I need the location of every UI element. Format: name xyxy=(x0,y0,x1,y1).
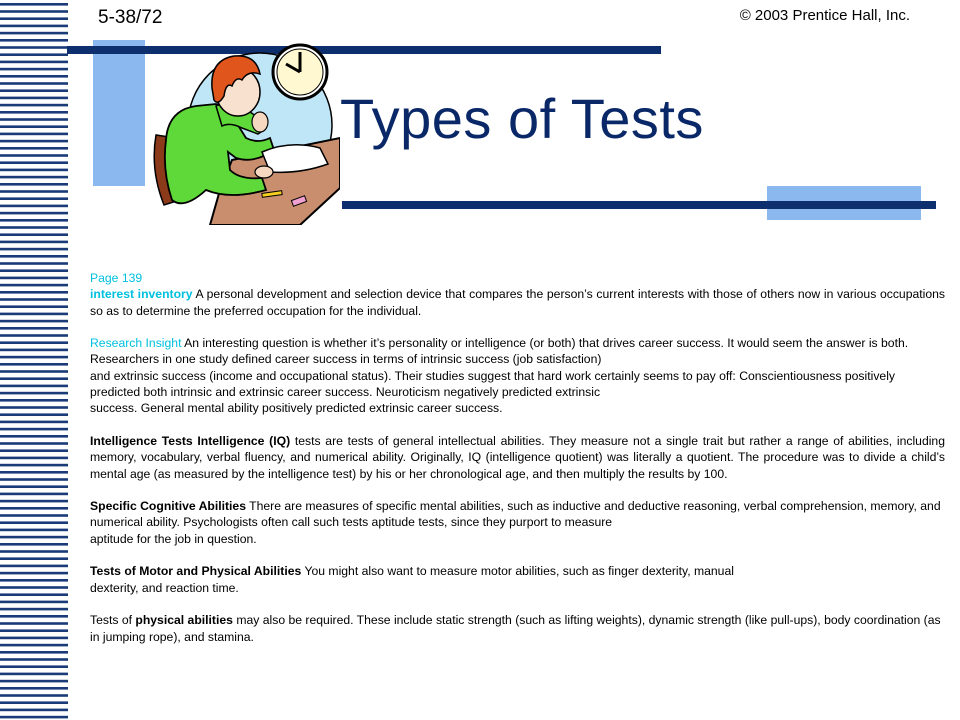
clock-icon xyxy=(273,45,327,99)
page-reference: Page 139 xyxy=(90,271,143,285)
stripe-line xyxy=(0,601,68,604)
stripe-line xyxy=(0,608,68,611)
stripe-line xyxy=(0,658,68,661)
stripe-line xyxy=(0,550,68,553)
research-text-3: success. General mental ability positively predicted extrinsic career success. xyxy=(90,401,503,416)
stripe-line xyxy=(0,392,68,395)
stripe-line xyxy=(0,284,68,287)
notes-paragraph-interest xyxy=(90,270,945,319)
stripe-line xyxy=(0,471,68,474)
stripe-line xyxy=(0,507,68,510)
stripe-line xyxy=(0,694,68,697)
physical-text: may also be required. These include static strength (such as lifting weights), dynamic strength (like pull-ups), body coordination (as in jumping rope), and stamina. xyxy=(90,613,941,644)
term-interest-inventory: interest inventory xyxy=(90,287,193,302)
stripe-line xyxy=(0,565,68,568)
stripe-line xyxy=(0,586,68,589)
stripe-line xyxy=(0,680,68,683)
cognitive-text-2: aptitude for the job in question. xyxy=(90,531,257,546)
term-specific-cognitive: Specific Cognitive Abilities xyxy=(90,499,246,514)
stripe-line xyxy=(0,521,68,524)
stripe-line xyxy=(0,500,68,503)
stripe-line xyxy=(0,377,68,380)
research-text-2: and extrinsic success (income and occupational status). Their studies suggest that hard work certainly seems to pay off: Conscientiousness positively predicted both intrinsic and extrinsic career success. Neuroticism negatively predicted extrinsic xyxy=(90,368,895,400)
stripe-line xyxy=(0,341,68,344)
stripe-line xyxy=(0,428,68,431)
stripe-line xyxy=(0,305,68,308)
stripe-line xyxy=(0,478,68,481)
stripe-line xyxy=(0,298,68,301)
stripe-line xyxy=(0,529,68,532)
stripe-line xyxy=(0,457,68,460)
stripe-line xyxy=(0,644,68,647)
stripe-line xyxy=(0,413,68,416)
stripe-line xyxy=(0,349,68,352)
research-text-1: An interesting question is whether it’s personality or intelligence (or both) that drives career success. It would seem the answer is both. Researchers in one study defined career success in terms of intrinsic success (job satisfaction) xyxy=(90,336,909,367)
stripe-line xyxy=(0,269,68,272)
stripe-line xyxy=(0,442,68,445)
stripe-line xyxy=(0,536,68,539)
stripe-line xyxy=(0,435,68,438)
intelligence-text: tests are tests of general intellectual abilities. They measure not a single trait but rather a range of abilities, including memory, vocabulary, verbal fluency, and numerical ability. Originally, IQ (intelligence quotient) was literally a quotient. The procedure was to divide a child’s mental age (as measured by the intelligence test) by his or her chronological age, and then multiply the results by 100. xyxy=(90,433,945,481)
stripe-line xyxy=(0,313,68,316)
copyright-notice: © 2003 Prentice Hall, Inc. xyxy=(739,7,910,24)
stripe-line xyxy=(0,709,68,712)
stripe-line xyxy=(0,651,68,654)
stripe-line xyxy=(0,370,68,373)
notes-paragraph-physical xyxy=(90,612,945,645)
stripe-line xyxy=(0,701,68,704)
interest-inventory-text: A personal development and selection device that compares the person’s current interests with those of others now in various occupations so as to determine the preferred occupation for the individual. xyxy=(90,287,945,318)
stripe-line xyxy=(0,464,68,467)
stripe-line xyxy=(0,543,68,546)
stripe-line xyxy=(0,406,68,409)
stripe-line xyxy=(0,622,68,625)
stripe-line xyxy=(0,514,68,517)
term-motor-physical: Tests of Motor and Physical Abilities xyxy=(90,564,302,579)
stripe-line xyxy=(0,687,68,690)
notes-paragraph-cognitive xyxy=(90,498,945,547)
bottom-dark-bar xyxy=(342,201,936,209)
stripe-line xyxy=(0,572,68,575)
term-intelligence-tests: Intelligence Tests Intelligence (IQ) xyxy=(90,433,291,448)
stripe-line xyxy=(0,485,68,488)
stripe-line xyxy=(0,665,68,668)
stripe-line xyxy=(0,449,68,452)
person-studying-clock-clipart xyxy=(150,40,340,225)
stripe-line xyxy=(0,399,68,402)
stripe-line xyxy=(0,673,68,676)
stripe-line xyxy=(0,421,68,424)
notes-paragraph-motor xyxy=(90,563,945,596)
physical-prefix: Tests of xyxy=(90,613,136,628)
cognitive-text-1: There are measures of specific mental abilities, such as inductive and deductive reasoning, verbal comprehension, memory, and numerical ability. Psychologists often call such tests aptitude tests, since they purport to measure xyxy=(90,499,941,530)
top-left-light-block xyxy=(93,40,145,186)
notes-paragraph-intelligence xyxy=(90,433,945,482)
term-research-insight: Research Insight xyxy=(90,336,182,351)
motor-text-2: dexterity, and reaction time. xyxy=(90,580,239,595)
stripe-line xyxy=(0,493,68,496)
page-number: 5-38/72 xyxy=(98,7,163,28)
stripe-line xyxy=(0,593,68,596)
term-physical-abilities: physical abilities xyxy=(135,613,233,628)
stripe-line xyxy=(0,320,68,323)
slide-title: Types of Tests xyxy=(340,87,704,150)
stripe-line xyxy=(0,385,68,388)
notes-paragraph-research xyxy=(90,335,945,416)
stripe-line xyxy=(0,277,68,280)
stripe-line xyxy=(0,363,68,366)
stripe-line xyxy=(0,629,68,632)
stripe-line xyxy=(0,579,68,582)
speaker-notes xyxy=(90,270,945,661)
stripe-line xyxy=(0,557,68,560)
stripe-line xyxy=(0,637,68,640)
motor-text-1: You might also want to measure motor abilities, such as finger dexterity, manual xyxy=(301,564,734,579)
stripe-line xyxy=(0,716,68,719)
stripe-line xyxy=(0,334,68,337)
stripe-line xyxy=(0,291,68,294)
stripe-line xyxy=(0,356,68,359)
stripe-line xyxy=(0,615,68,618)
stripe-line xyxy=(0,262,68,265)
stripe-line xyxy=(0,327,68,330)
